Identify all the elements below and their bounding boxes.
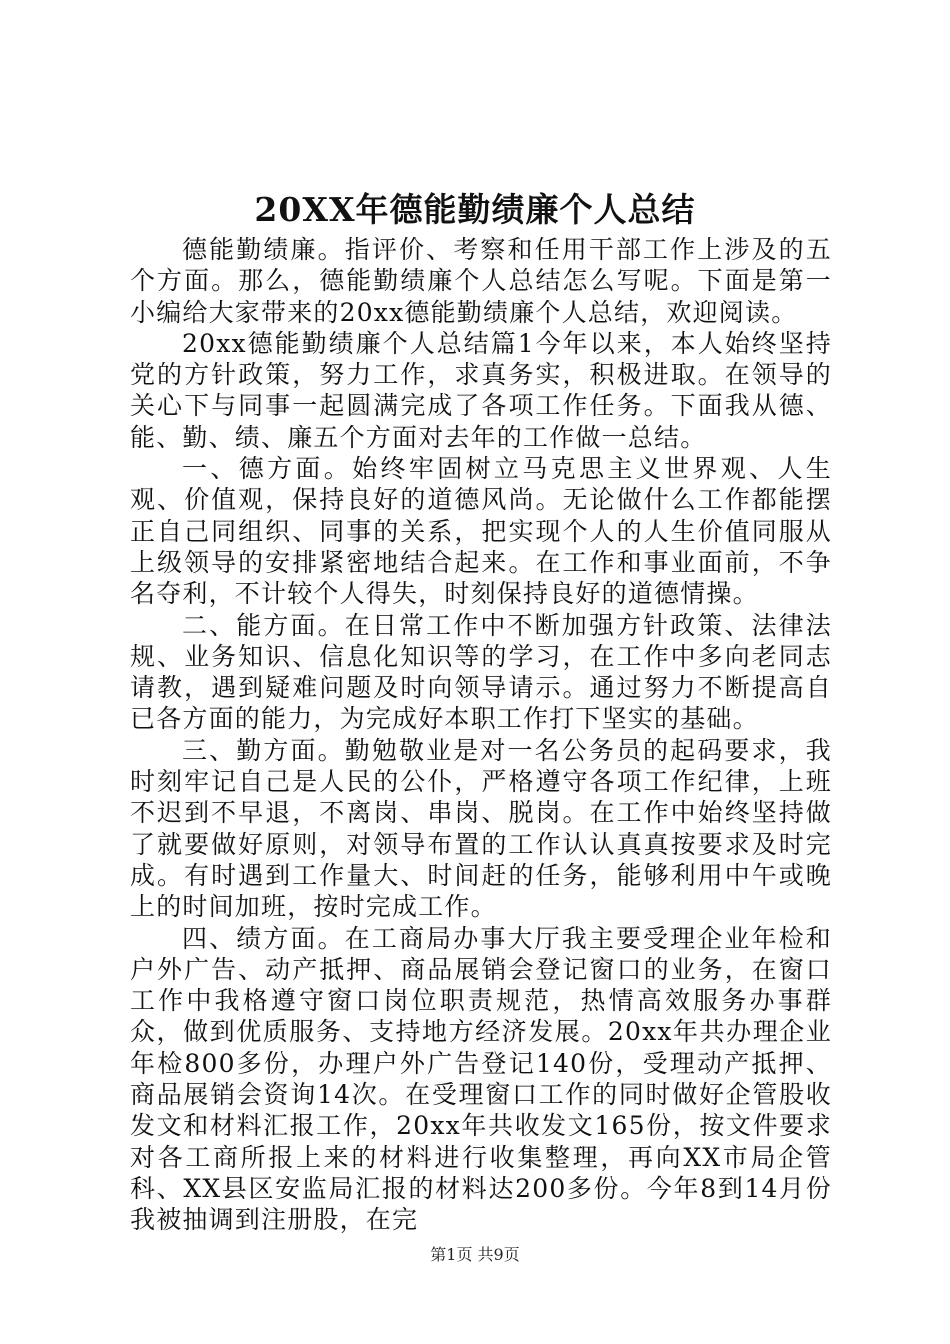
page-number: 第1页 共9页: [430, 1245, 520, 1264]
paragraph-achievement: 四、绩方面。在工商局办事大厅我主要受理企业年检和户外广告、动产抵押、商品展销会登记窗口的业务，在窗口工作中我格遵守窗口岗位职责规范，热情高效服务办事群众，做到优质服务、支持地方经济发展。20xx年共办理企业年检800多份，办理户外广告登记140份，受理动产抵押、商品展销会资询14次。在受理窗口工作的同时做好企管股收发文和材料汇报工作，20xx年共收发文165份，按文件要求对各工商所报上来的材料进行收集整理，再向XX市局企管科、XX县区安监局汇报的材料达200多份。今年8到14月份我被抽调到注册股，在完: [130, 923, 832, 1235]
paragraph-intro: 德能勤绩廉。指评价、考察和任用干部工作上涉及的五个方面。那么，德能勤绩廉个人总结怎么写呢。下面是第一小编给大家带来的20xx德能勤绩廉个人总结，欢迎阅读。: [130, 235, 832, 327]
paragraph-overview: 20xx德能勤绩廉个人总结篇1今年以来，本人始终坚持党的方针政策，努力工作，求真务实，积极进取。在领导的关心下与同事一起圆满完成了各项工作任务。下面我从德、能、勤、绩、廉五个方面对去年的工作做一总结。: [130, 328, 832, 452]
document-body: [130, 234, 832, 1236]
paragraph-virtue: 一、德方面。始终牢固树立马克思主义世界观、人生观、价值观，保持良好的道德风尚。无论做什么工作都能摆正自己同组织、同事的关系，把实现个人的人生价值同服从上级领导的安排紧密地结合起来。在工作和事业面前，不争名夺利，不计较个人得失，时刻保持良好的道德情操。: [130, 454, 832, 609]
document-title: 20XX年德能勤绩廉个人总结: [254, 190, 696, 229]
paragraph-diligence: 三、勤方面。勤勉敬业是对一名公务员的起码要求，我时刻牢记自己是人民的公仆，严格遵守各项工作纪律，上班不迟到不早退，不离岗、串岗、脱岗。在工作中始终坚持做了就要做好原则，对领导布置的工作认认真真按要求及时完成。有时遇到工作量大、时间赶的任务，能够利用中午或晚上的时间加班，按时完成工作。: [130, 735, 832, 922]
paragraph-ability: 二、能方面。在日常工作中不断加强方针政策、法律法规、业务知识、信息化知识等的学习，在工作中多向老同志请教，遇到疑难问题及时向领导请示。通过努力不断提高自已各方面的能力，为完成好本职工作打下坚实的基础。: [130, 610, 832, 734]
